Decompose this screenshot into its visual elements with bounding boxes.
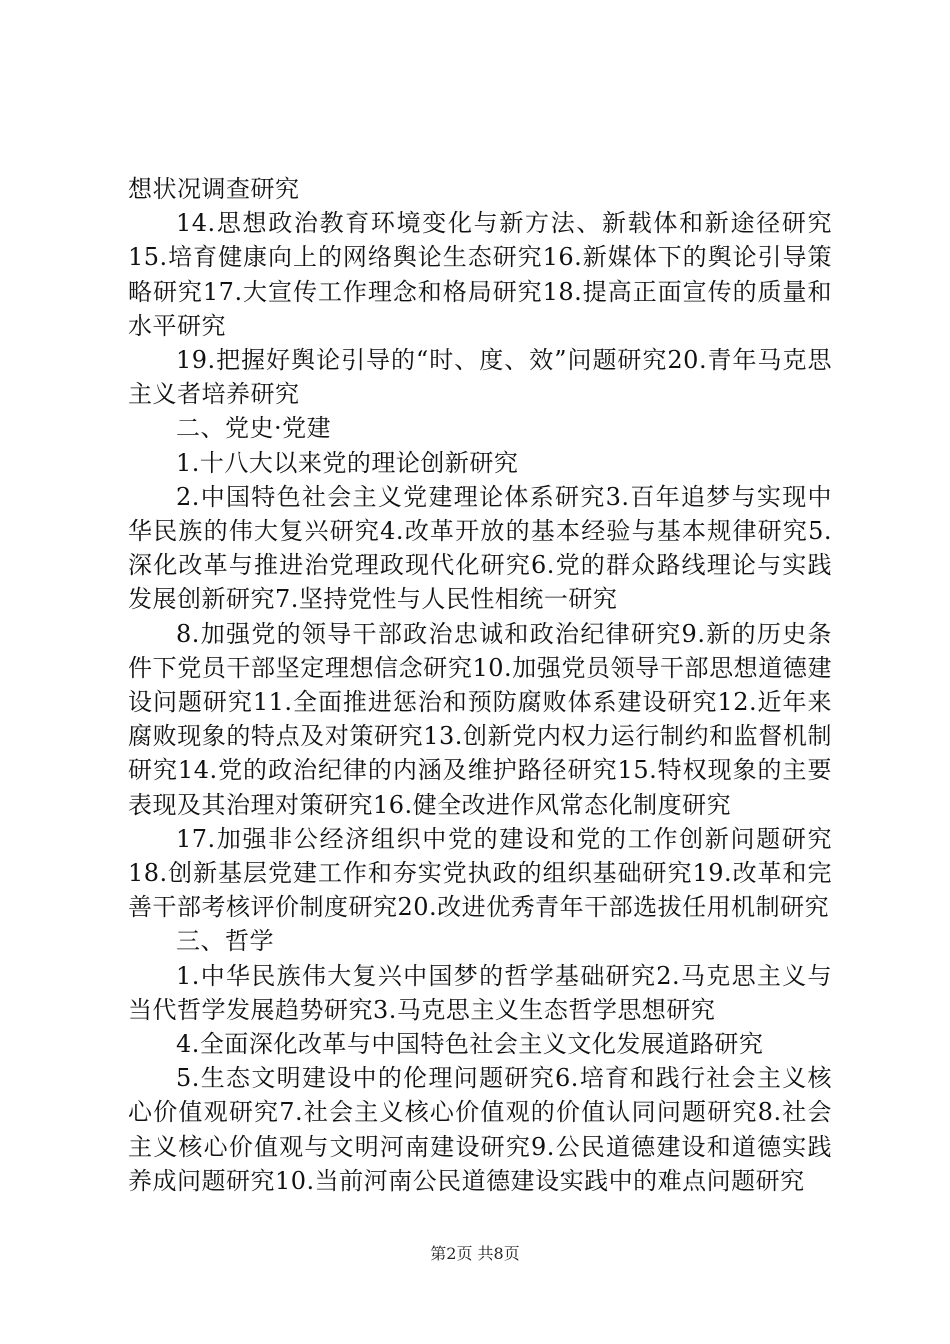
paragraph: 想状况调查研究	[128, 175, 300, 203]
paragraph: 8.加强党的领导干部政治忠诚和政治纪律研究9.新的历史条件下党员干部坚定理想信念研究10.加强党员领导干部思想道德建设问题研究11.全面推进惩治和预防腐败体系建设研究12.近年来腐败现象的特点及对策研究13.创新党内权力运行制约和监督机制研究14.党的政治纪律的内涵及维护路径研究15.特权现象的主要表现及其治理对策研究16.健全改进作风常态化制度研究	[128, 619, 832, 819]
paragraph: 1.十八大以来党的理论创新研究	[176, 448, 519, 477]
paragraph: 1.中华民族伟大复兴中国梦的哲学基础研究2.马克思主义与当代哲学发展趋势研究3.马克思主义生态哲学思想研究	[128, 961, 832, 1024]
paragraph: 4.全面深化改革与中国特色社会主义文化发展道路研究	[176, 1030, 764, 1059]
page-footer: 第2页 共8页	[430, 1244, 520, 1263]
paragraph: 三、哲学	[176, 927, 274, 956]
paragraph: 二、党史·党建	[176, 414, 332, 443]
paragraph: 14.思想政治教育环境变化与新方法、新载体和新途径研究15.培育健康向上的网络舆论生态研究16.新媒体下的舆论引导策略研究17.大宣传工作理念和格局研究18.提高正面宣传的质量和水平研究	[128, 209, 832, 340]
paragraph: 5.生态文明建设中的伦理问题研究6.培育和践行社会主义核心价值观研究7.社会主义核心价值观的价值认同问题研究8.社会主义核心价值观与文明河南建设研究9.公民道德建设和道德实践养成问题研究10.当前河南公民道德建设实践中的难点问题研究	[128, 1064, 832, 1195]
paragraph: 17.加强非公经济组织中党的建设和党的工作创新问题研究18.创新基层党建工作和夯实党执政的组织基础研究19.改革和完善干部考核评价制度研究20.改进优秀青年干部选拔任用机制研究	[128, 824, 832, 922]
paragraph: 19.把握好舆论引导的“时、度、效”问题研究20.青年马克思主义者培养研究	[128, 346, 832, 409]
paragraph: 2.中国特色社会主义党建理论体系研究3.百年追梦与实现中华民族的伟大复兴研究4.改革开放的基本经验与基本规律研究5.深化改革与推进治党理政现代化研究6.党的群众路线理论与实践发展创新研究7.坚持党性与人民性相统一研究	[128, 482, 832, 614]
body-text	[128, 172, 832, 1198]
